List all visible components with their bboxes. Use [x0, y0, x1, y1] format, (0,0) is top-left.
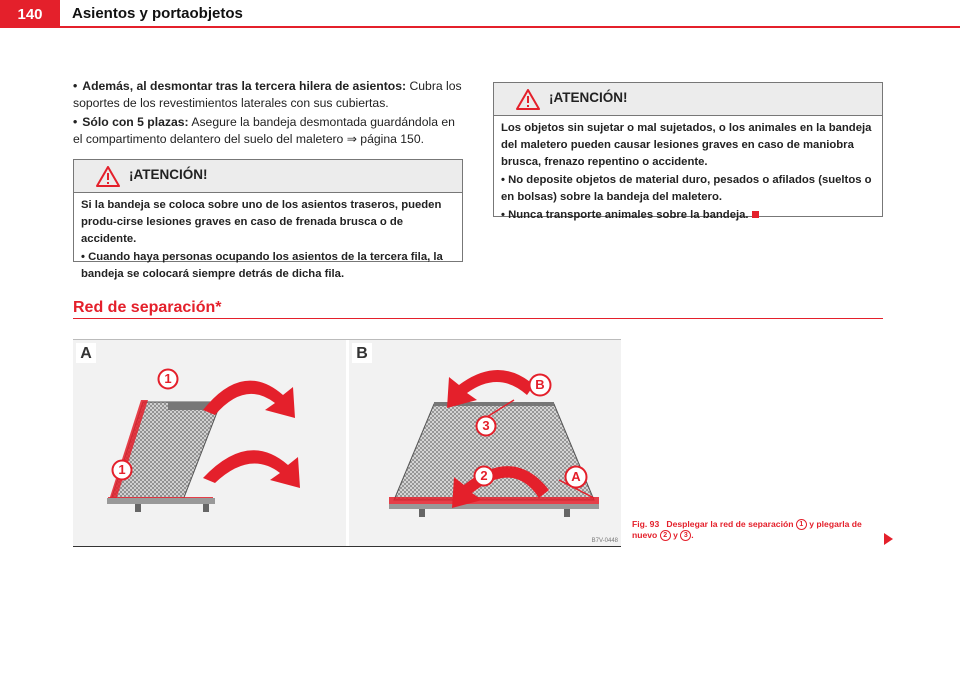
chapter-title: Asientos y portaobjetos [72, 5, 243, 22]
figure-code: B7V-0448 [591, 538, 618, 544]
callout-label: 3 [482, 418, 490, 433]
panel-b-label: B [352, 343, 372, 363]
callout-label: B [535, 377, 545, 392]
warning-paragraph: Los objetos sin sujetar o mal sujetados, o los animales en la bandeja del maletero pueden causar lesiones graves en caso de maniobra brusca, frenazo repentino o accidente. [501, 122, 872, 168]
page-number: 140 [0, 0, 60, 28]
figure-caption [632, 519, 887, 541]
warning-header [74, 160, 462, 193]
warning-header [494, 83, 882, 116]
bullet: • [73, 115, 78, 129]
warning-body [74, 193, 462, 289]
section-rule [73, 318, 883, 319]
warning-text: • Nunca transporte animales sobre la bandeja. [501, 209, 749, 221]
callout-ref-2: 2 [660, 530, 671, 541]
bullet: • [73, 79, 78, 93]
paragraph-text: Cubra los soportes de los revestimientos laterales con sus cubiertas. [73, 79, 462, 110]
panel-a-label: A [76, 343, 96, 363]
callout-1-top [157, 368, 179, 395]
panel-a-illustration [73, 340, 346, 546]
section-title: Red de separación* [73, 299, 222, 316]
warning-paragraph [501, 207, 875, 224]
callout-label: 1 [164, 371, 172, 386]
paragraph-lead: Además, al desmontar tras la tercera hilera de asientos: [82, 79, 407, 93]
caption-end: . [691, 530, 694, 541]
callout-label: A [571, 469, 581, 484]
figure-93 [73, 339, 621, 547]
paragraph-lead: Sólo con 5 plazas: [82, 115, 189, 129]
callout-ref-3: 3 [680, 530, 691, 541]
callout-label: 1 [118, 462, 126, 477]
callout-3 [475, 415, 497, 442]
warning-box-left [73, 159, 463, 280]
warning-paragraph: • Cuando haya personas ocupando los asientos de la tercera fila, la bandeja se colocará siempre detrás de dicha fila. [81, 251, 443, 280]
warning-box-right [493, 82, 883, 221]
warning-triangle-icon [516, 89, 540, 110]
warning-paragraph: Si la bandeja se coloca sobre uno de los asientos traseros, pueden produ-cirse lesiones graves en caso de frenada brusca o de accidente. [81, 199, 442, 245]
callout-2 [473, 465, 495, 492]
callout-a [564, 465, 588, 494]
warning-title: ¡ATENCIÓN! [129, 167, 208, 182]
caption-text: Desplegar la red de separación [666, 519, 794, 529]
callout-1-bottom [111, 459, 133, 486]
warning-paragraph: • No deposite objetos de material duro, pesados o afilados (sueltos o en bolsas) sobre la bandeja del maletero. [501, 174, 872, 203]
panel-b-illustration [349, 340, 621, 546]
next-page-arrow-icon[interactable] [884, 533, 893, 545]
warning-body [494, 116, 882, 230]
caption-text: y plegarla de nuevo [632, 519, 862, 541]
end-of-section-icon [752, 211, 759, 218]
warning-triangle-icon [96, 166, 120, 187]
callout-b [528, 373, 552, 402]
header-rule [60, 26, 960, 28]
callout-ref-1: 1 [796, 519, 807, 530]
caption-text: y [673, 530, 678, 541]
paragraph-text: Asegure la bandeja desmontada guardándola en el compartimento delantero del suelo del maletero ⇒ página 150. [73, 115, 455, 146]
page-header [0, 0, 960, 28]
callout-label: 2 [480, 468, 488, 483]
warning-title: ¡ATENCIÓN! [549, 90, 628, 105]
paragraph-desmontar [73, 78, 463, 112]
caption-figure-number: Fig. 93 [632, 519, 660, 529]
paragraph-5-plazas [73, 114, 463, 148]
